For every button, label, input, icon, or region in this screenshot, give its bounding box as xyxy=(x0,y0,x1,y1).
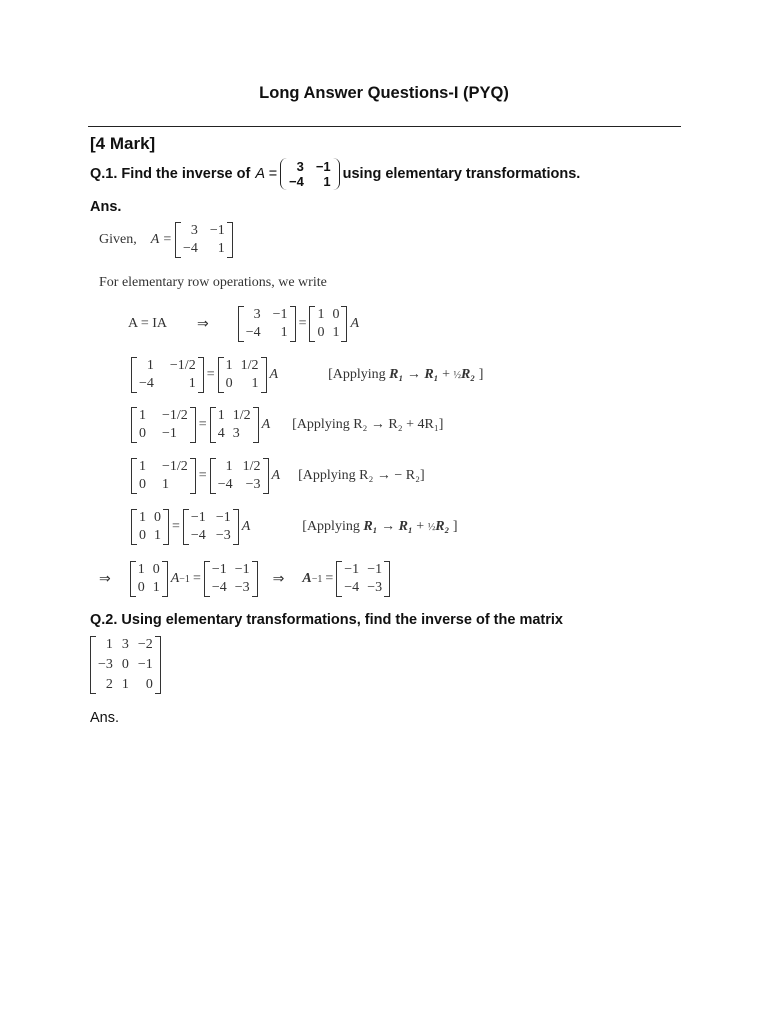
step3-matrix-right xyxy=(210,458,269,494)
step2-matrix-left xyxy=(131,407,196,443)
matrix-cell: −1 xyxy=(315,159,331,174)
intro-text: For elementary row operations, we write xyxy=(99,275,327,290)
step3-matrix-left xyxy=(131,458,196,494)
given-matrix xyxy=(175,222,233,258)
step0-matrix-right xyxy=(309,306,347,342)
step1-matrix-left xyxy=(131,357,204,393)
matrix-cell: −4 xyxy=(139,376,154,391)
matrix-cell: 1 xyxy=(146,358,154,373)
matrix-cell: 0 xyxy=(139,426,146,441)
matrix-cell: 3 xyxy=(190,223,198,238)
matrix-cell: 1 xyxy=(332,325,340,340)
matrix-cell: 1 xyxy=(217,408,225,423)
q2-answer-label: Ans. xyxy=(90,710,120,726)
matrix-cell: −4 xyxy=(182,241,198,256)
matrix-cell: −1 xyxy=(209,223,225,238)
step-4 xyxy=(128,509,458,545)
given-var: A = xyxy=(150,232,172,247)
step3-note: [Applying R₂ → − R₂] xyxy=(298,468,425,483)
matrix-cell: 0 xyxy=(145,677,153,692)
matrix-cell: 1 xyxy=(139,459,146,474)
final-identity-matrix xyxy=(130,561,168,597)
matrix-a: A xyxy=(269,367,279,382)
q1-matrix xyxy=(280,158,340,190)
matrix-cell: 1/2 xyxy=(232,408,251,423)
matrix-cell: 1 xyxy=(217,241,225,256)
step1-note: [Applying R₁ → R₁ + ½R₂ ] xyxy=(328,367,484,382)
matrix-cell: 1 xyxy=(317,307,325,322)
matrix-cell: 0 xyxy=(137,580,145,595)
matrix-cell: 1 xyxy=(251,376,259,391)
matrix-cell: −1 xyxy=(211,562,227,577)
matrix-cell: 0 xyxy=(139,477,146,492)
matrix-cell: 2 xyxy=(105,677,113,692)
matrix-cell: 4 xyxy=(217,426,225,441)
question-1 xyxy=(90,158,580,190)
step-3 xyxy=(128,458,425,494)
matrix-cell: 3 xyxy=(121,637,129,652)
matrix-cell: 1 xyxy=(105,637,113,652)
matrix-cell: −3 xyxy=(98,657,113,672)
matrix-a: A xyxy=(241,519,251,534)
final-result xyxy=(99,561,393,597)
matrix-cell: −1 xyxy=(190,510,206,525)
matrix-cell: 1 xyxy=(188,376,196,391)
matrix-cell: 1 xyxy=(154,528,161,543)
page-title: Long Answer Questions-I (PYQ) xyxy=(259,84,509,102)
final-matrix-mid xyxy=(204,561,258,597)
marks-heading: [4 Mark] xyxy=(90,134,156,153)
step4-matrix-right xyxy=(183,509,239,545)
inverse-a: A xyxy=(302,571,312,586)
matrix-cell: 1 xyxy=(225,459,233,474)
implies-arrow: ⇒ xyxy=(272,571,285,587)
step2-note: [Applying R₂ → R₂ + 4R₁] xyxy=(292,417,444,432)
equals-sign: = xyxy=(198,468,207,483)
question-2: Q.2. Using elementary transformations, find the inverse of the matrix xyxy=(90,612,563,628)
q2-matrix xyxy=(90,636,161,694)
step-1 xyxy=(128,357,483,393)
matrix-cell: 0 xyxy=(139,528,146,543)
matrix-a: A xyxy=(350,316,360,331)
matrix-cell: 1/2 xyxy=(242,459,261,474)
q1-suffix: using elementary transformations. xyxy=(342,166,581,182)
matrix-cell: 1 xyxy=(137,562,145,577)
matrix-cell: −1 xyxy=(234,562,250,577)
step-2 xyxy=(128,407,443,443)
matrix-cell: −1/2 xyxy=(169,358,196,373)
matrix-cell: −4 xyxy=(245,325,261,340)
matrix-cell: −3 xyxy=(234,580,250,595)
matrix-cell: −1 xyxy=(367,562,383,577)
matrix-cell: −4 xyxy=(288,174,304,189)
matrix-cell: −1 xyxy=(215,510,231,525)
matrix-cell: 0 xyxy=(154,510,161,525)
step-0 xyxy=(128,306,359,342)
step0-lhs: A = IA xyxy=(128,316,168,331)
matrix-cell: 1 xyxy=(121,677,129,692)
q1-prefix: Q.1. Find the inverse of xyxy=(90,166,251,182)
matrix-cell: 1 xyxy=(152,580,160,595)
matrix-cell: 3 xyxy=(296,159,304,174)
matrix-cell: −4 xyxy=(217,477,233,492)
matrix-cell: −1/2 xyxy=(162,459,188,474)
equals-sign: = xyxy=(206,367,215,382)
matrix-cell: −1 xyxy=(272,307,288,322)
matrix-cell: 0 xyxy=(152,562,160,577)
equals-sign: = xyxy=(172,519,180,534)
matrix-cell: −3 xyxy=(215,528,231,543)
matrix-cell: 1 xyxy=(225,358,233,373)
step0-matrix-left xyxy=(238,306,296,342)
given-label: Given, xyxy=(99,232,137,247)
matrix-cell: 3 xyxy=(253,307,261,322)
step2-matrix-right xyxy=(210,407,259,443)
inverse-exponent: −1 xyxy=(179,573,190,585)
matrix-cell: −1/2 xyxy=(162,408,188,423)
matrix-cell: 0 xyxy=(225,376,233,391)
matrix-cell: −4 xyxy=(211,580,227,595)
q1-answer-label: Ans. xyxy=(90,199,122,215)
matrix-cell: 1 xyxy=(139,408,146,423)
matrix-cell: −3 xyxy=(367,580,383,595)
q2-matrix-wrap xyxy=(90,636,161,694)
equals-sign: = xyxy=(298,316,307,331)
matrix-cell: −1 xyxy=(344,562,360,577)
matrix-cell: −4 xyxy=(344,580,360,595)
title-divider xyxy=(88,126,681,127)
matrix-cell: 1 xyxy=(139,510,146,525)
matrix-cell: 1/2 xyxy=(240,358,259,373)
final-inverse-matrix xyxy=(336,561,390,597)
given-line xyxy=(99,222,236,258)
inverse-exponent: −1 xyxy=(311,573,323,585)
equals-sign: = xyxy=(325,571,334,586)
implies-arrow: ⇒ xyxy=(197,316,209,332)
matrix-cell: 1 xyxy=(280,325,288,340)
matrix-cell: 0 xyxy=(317,325,325,340)
matrix-cell: −4 xyxy=(190,528,206,543)
matrix-cell: 0 xyxy=(121,657,129,672)
matrix-cell: −3 xyxy=(245,477,261,492)
matrix-cell: 1 xyxy=(162,477,169,492)
matrix-cell: 3 xyxy=(232,426,240,441)
inverse-a: A xyxy=(170,571,180,586)
matrix-cell: 1 xyxy=(323,174,331,189)
matrix-a: A xyxy=(271,468,281,483)
step4-note: [Applying R₁ → R₁ + ½R₂ ] xyxy=(302,519,458,534)
step4-matrix-left xyxy=(131,509,169,545)
matrix-cell: −1 xyxy=(137,657,153,672)
matrix-cell: −1 xyxy=(162,426,177,441)
step1-matrix-right xyxy=(218,357,267,393)
implies-arrow: ⇒ xyxy=(99,571,111,587)
q1-var: A = xyxy=(255,166,277,182)
matrix-a: A xyxy=(261,417,271,432)
equals-sign: = xyxy=(192,571,201,586)
equals-sign: = xyxy=(198,417,207,432)
matrix-cell: −2 xyxy=(137,637,153,652)
matrix-cell: 0 xyxy=(332,307,340,322)
